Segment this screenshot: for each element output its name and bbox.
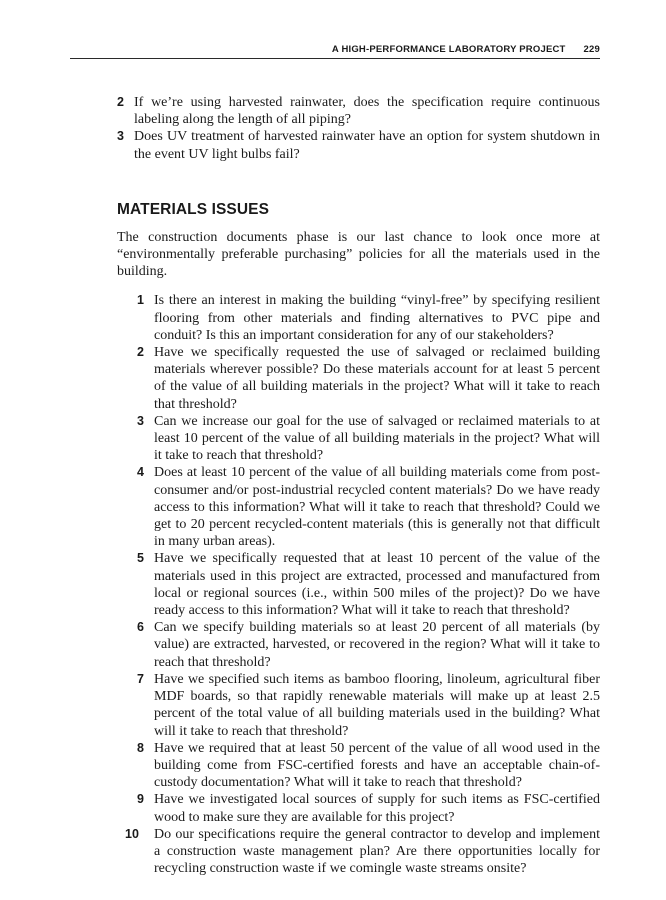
list-item	[125, 826, 600, 878]
list-item-number: 6	[137, 620, 144, 635]
list-item-text: Do our specifications require the general contractor to develop and implement a construction waste management plan? Are there opportunities locally for recycling construction waste if we comingle waste streams onsite?	[154, 826, 600, 877]
list-item	[117, 128, 600, 162]
list-item-text: Have we specified such items as bamboo flooring, linoleum, agricultural fiber MDF boards, so that rapidly renewable materials will make up at least 2.5 percent of the total value of all building materials used in the building? What will it take to reach that threshold?	[154, 671, 600, 739]
section-heading: MATERIALS ISSUES	[117, 200, 270, 218]
list-item-number: 9	[137, 792, 144, 807]
list-item-number: 2	[117, 95, 124, 109]
list-item	[117, 94, 600, 128]
list-item-number: 3	[137, 413, 144, 428]
list-item	[137, 292, 600, 344]
list-item-text: Does at least 10 percent of the value of all building materials come from post-consumer and/or post-industrial recycled content materials? Do we have ready access to this information? What will it take to reach that threshold? Could we get to 20 percent recycled-content materials (this is generally not that difficult in many urban areas).	[154, 465, 600, 550]
list-item-number: 1	[137, 293, 144, 308]
list-item-text: If we’re using harvested rainwater, does the specification require continuous labeling along the length of all piping?	[134, 95, 600, 128]
materials-questions-list	[117, 292, 600, 877]
list-item	[137, 550, 600, 619]
list-item-number: 8	[137, 740, 144, 755]
list-item	[137, 464, 600, 550]
list-item-number: 5	[137, 551, 144, 566]
list-item	[137, 413, 600, 465]
list-item-text: Does UV treatment of harvested rainwater have an option for system shutdown in the event UV light bulbs fail?	[134, 129, 600, 162]
list-item	[137, 344, 600, 413]
list-item-text: Have we investigated local sources of supply for such items as FSC-certified wood to make sure they are available for this project?	[154, 792, 600, 825]
list-item-number: 2	[137, 345, 144, 360]
list-item-number: 7	[137, 671, 144, 686]
list-item	[137, 671, 600, 740]
running-head-title: A HIGH-PERFORMANCE LABORATORY PROJECT	[331, 44, 566, 55]
page-number: 229	[583, 44, 600, 55]
running-head	[70, 44, 600, 59]
list-item-text: Have we specifically requested the use of salvaged or reclaimed building materials wherever possible? Do these materials account for at least 5 percent of the value of all building materials in the project? What will it take to reach that threshold?	[154, 345, 600, 412]
list-item-text: Have we required that at least 50 percent of the value of all wood used in the building come from FSC-certified forests and have an acceptable chain-of-custody documentation? What will it take to reach that threshold?	[154, 740, 600, 791]
list-item-text: Is there an interest in making the building “vinyl-free” by specifying resilient flooring from other materials and finding alternatives to PVC pipe and conduit? Is this an important consideration for any of our stakeholders?	[154, 293, 600, 343]
list-item-number: 3	[117, 129, 124, 144]
list-item	[137, 619, 600, 671]
section-intro: The construction documents phase is our last chance to look once more at “environmentally preferable purchasing” policies for all the materials used in the building.	[117, 229, 600, 280]
carryover-list	[117, 94, 600, 163]
list-item	[137, 740, 600, 792]
list-item	[137, 791, 600, 825]
page-body	[117, 94, 600, 877]
list-item-text: Can we specify building materials so at least 20 percent of all materials (by value) are extracted, harvested, or recovered in the region? What will it take to reach that threshold?	[154, 620, 600, 670]
list-item-number: 4	[137, 465, 144, 480]
list-item-text: Have we specifically requested that at least 10 percent of the value of the materials used in this project are extracted, processed and manufactured from local or regional sources (i.e., within 500 miles of the project)? Do we have ready access to this information? What will it take to reach that threshold?	[154, 551, 600, 619]
list-item-number: 10	[125, 826, 139, 841]
list-item-text: Can we increase our goal for the use of salvaged or reclaimed materials to at least 10 percent of the value of all building materials in the project? What will it take to reach that threshold?	[154, 413, 600, 464]
